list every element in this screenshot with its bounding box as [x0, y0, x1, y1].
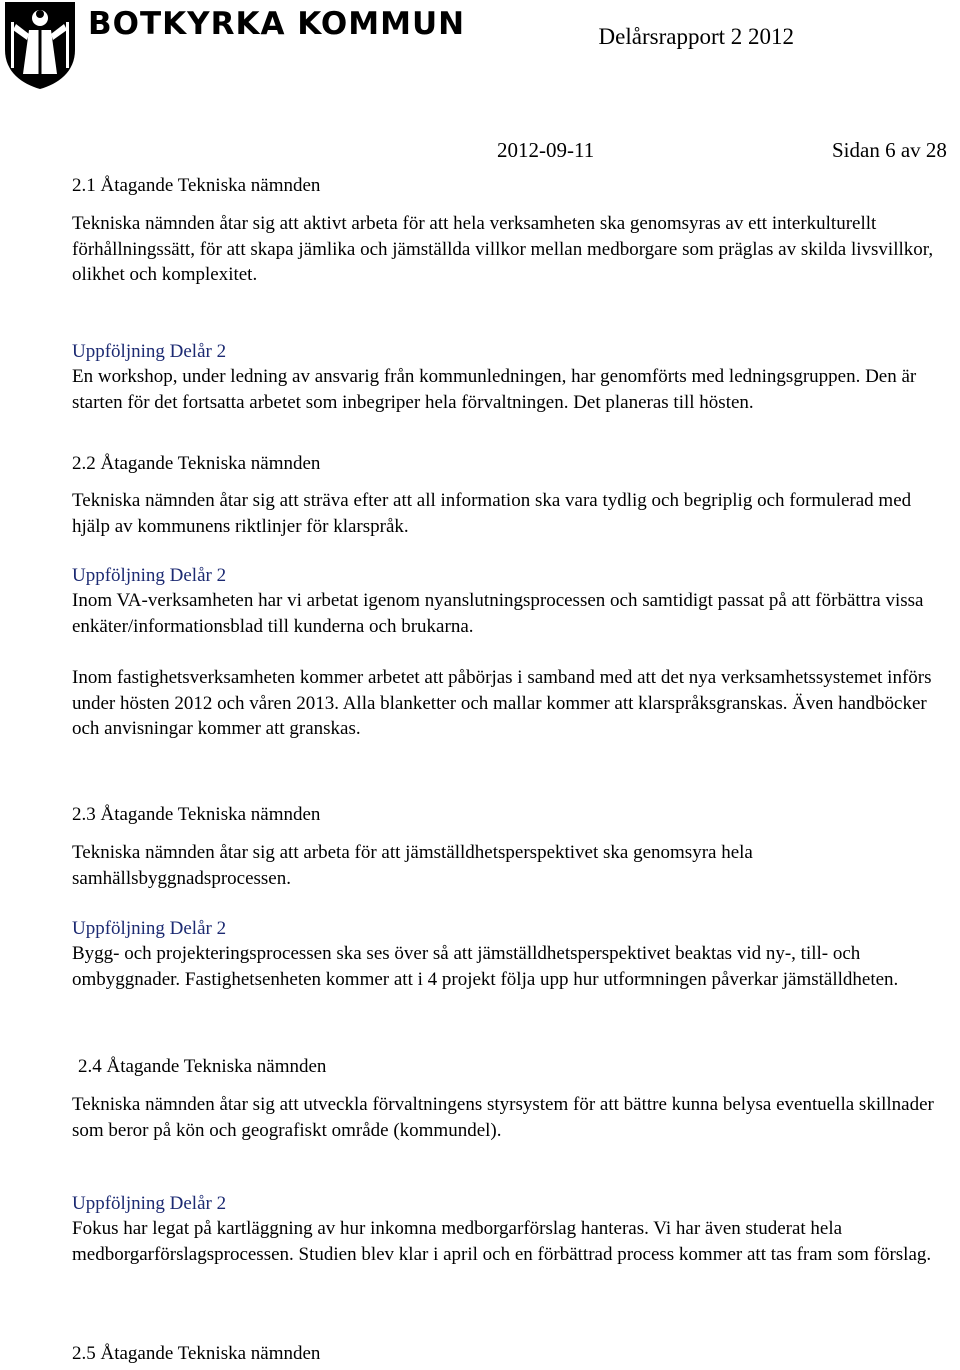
section-heading-2-1: 2.1 Åtagande Tekniska nämnden: [72, 175, 321, 196]
section-heading-2-4: 2.4 Åtagande Tekniska nämnden: [78, 1056, 327, 1077]
page-number: Sidan 6 av 28: [832, 138, 947, 162]
followup-text-2-1: En workshop, under ledning av ansvarig från kommunledningen, har genomförts med ledningsgruppen. Den är starten för det fortsatta arbetet som inbegriper hela förvaltningen. Det planeras till hösten.: [72, 366, 917, 413]
followup-text-2-3: Bygg- och projekteringsprocessen ska ses över så att jämställdhetsperspektivet beaktas vid ny-, till- och ombyggnader. Fastighetsenheten kommer att i 4 projekt följa upp hur utformningen påverkar jämställdheten.: [72, 943, 899, 990]
followup-label-2-4: Uppföljning Delår 2: [72, 1193, 227, 1214]
section-heading-2-5: 2.5 Åtagande Tekniska nämnden: [72, 1343, 321, 1364]
organization-name: BOTKYRKA KOMMUN: [88, 6, 466, 42]
section-commitment-2-1: Tekniska nämnden åtar sig att aktivt arbeta för att hela verksamheten ska genomsyras av ett interkulturellt förhållningssätt, för att skapa jämlika och jämställda villkor mellan medborgare som präglas av skilda livsvillkor, olikhet och komplexitet.: [72, 213, 934, 285]
followup-text-2-2-continued: Inom fastighetsverksamheten kommer arbetet att påbörjas i samband med att det nya verksamhetssystemet införs under hösten 2012 och våren 2013. Alla blanketter och mallar kommer att klarspråksgranskas. Även handböcker och anvisningar kommer att granskas.: [72, 667, 932, 739]
followup-label-2-2: Uppföljning Delår 2: [72, 565, 227, 586]
section-heading-2-2: 2.2 Åtagande Tekniska nämnden: [72, 453, 321, 474]
followup-text-2-2: Inom VA-verksamheten har vi arbetat igenom nyanslutningsprocessen och samtidigt passat på att förbättra vissa enkäter/informationsblad till kunderna och brukarna.: [72, 590, 924, 637]
followup-label-2-1: Uppföljning Delår 2: [72, 341, 227, 362]
section-commitment-2-4: Tekniska nämnden åtar sig att utveckla förvaltningens styrsystem för att bättre kunna belysa eventuella skillnader som beror på kön och geografiskt område (kommundel).: [72, 1094, 934, 1141]
municipal-coat-of-arms-icon: [2, 0, 78, 90]
section-heading-2-3: 2.3 Åtagande Tekniska nämnden: [72, 804, 321, 825]
followup-label-2-3: Uppföljning Delår 2: [72, 918, 227, 939]
report-date: 2012-09-11: [497, 138, 595, 162]
section-commitment-2-3: Tekniska nämnden åtar sig att arbeta för att jämställdhetsperspektivet ska genomsyra hela samhällsbyggnadsprocessen.: [72, 842, 753, 889]
followup-text-2-4: Fokus har legat på kartläggning av hur inkomna medborgarförslag hanteras. Vi har även studerat hela medborgarförslagsprocessen. Studien blev klar i april och en förbättrad process kommer att tas fram som förslag.: [72, 1218, 932, 1265]
report-title: Delårsrapport 2 2012: [598, 24, 794, 49]
page-header: [0, 0, 960, 100]
section-commitment-2-2: Tekniska nämnden åtar sig att sträva efter att all information ska vara tydlig och begriplig och formulerad med hjälp av kommunens riktlinjer för klarspråk.: [72, 490, 912, 537]
